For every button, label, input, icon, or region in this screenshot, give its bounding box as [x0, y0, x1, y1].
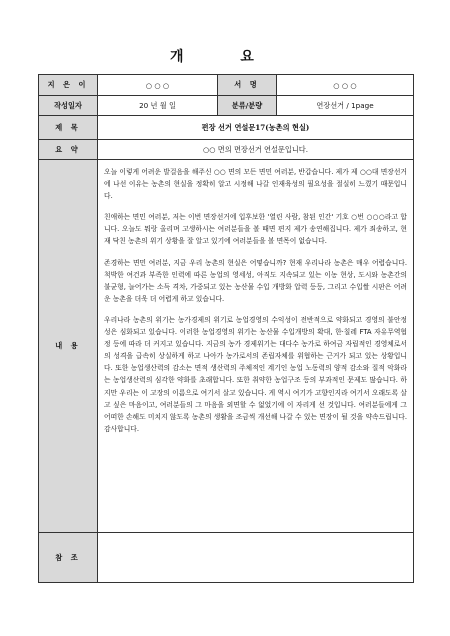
date-label: 작성일자	[39, 96, 98, 116]
author-label: 지 은 이	[39, 75, 98, 96]
content-label: 내 용	[39, 160, 98, 533]
summary-row	[39, 140, 414, 160]
subject-row	[39, 116, 414, 140]
summary-form-table	[38, 74, 414, 583]
author-row	[39, 75, 414, 96]
summary-label: 요 약	[39, 140, 98, 160]
reference-label: 참 조	[39, 533, 98, 583]
content-row	[39, 160, 414, 533]
category-label: 분류/분량	[218, 96, 277, 116]
reference-row	[39, 533, 414, 583]
content-paragraph: 오늘 이렇게 어려운 발걸음을 해주신 ○○ 면의 모든 면민 여러분, 반갑습니다. 제가 제 ○○대 면장선거에 나선 이유는 농촌의 현실을 정확히 알고 시정해 나갈 인재육성의 필요성을 절실히 느꼈기 때문입니다.	[104, 168, 407, 201]
reference-value	[98, 533, 414, 583]
date-row	[39, 96, 414, 116]
content-paragraph: 친애하는 면민 여러분, 저는 이번 면장선거에 입후보한 '열린 사람, 참된 인간' 기호 ○번 ○○○라고 합니다. 오늘도 뭐랑 올리며 고생하시는 여러분들을 볼 때면 편지 제가 송연해집니다. 제가 죄송하고, 현재 닥친 농촌의 위기 상황을 잘 알고 있기에 여러분들을 볼 면목이 없습니다.	[104, 213, 407, 246]
content-paragraph: 우리나라 농촌의 위기는 농가경제의 위기로 농업경영의 수익성이 전반적으로 약화되고 경영의 불안정성은 심화되고 있습니다. 이러한 농업경영의 위기는 농산물 수입개방의 확대, 한·칠레 FTA 자유무역협정 등에 따라 더 커지고 있습니다. 지금의 농가 경제위기는 대다수 농가로 하여금 자립적인 경영체로서의 성격을 급속히 상실하게 하고 나아가 농가로서의 존립자체를 위협하는 근거가 되고 있는 상황입니다. 또한 농업생산력의 감소는 면적 생산력의 주체적인 계기인 농업 노동력의 양적 감소와 질적 악화라는 농업생산력의 심각한 약화를 초래합니다. 또한 취약한 농업구조 등의 부과적인 문제도 많습니다. 하지만 우리는 이 고장의 이름으로 여기서 살고 있습니다. 게 역시 여기가 고향인지라 여기서 오래도록 살고 싶은 마음이고, 여러분들의 그 마음을 외면할 수 없었기에 이 자리게 선 것입니다. 여러분들에게 그 어떠한 손해도 미치지 않도록 농촌의 생활을 조금씩 개선해 나갈 수 있는 면장이 될 것을 약속드립니다. 감사합니다.	[104, 315, 407, 433]
subject-value: 편장 선거 연설문17(농촌의 현실)	[98, 116, 414, 140]
content-paragraph: 존경하는 면민 여러분, 지금 우리 농촌의 현실은 어떻습니까? 현재 우리나라 농촌은 매우 어렵습니다. 척박한 여건과 부족한 인력에 따른 농업의 영세성, 아직도 지속되고 있는 이농 현상, 도시와 농촌간의 불균형, 늘어가는 소득 격차, 가중되고 있는 농산물 수입 개방화 압력 등등, 그리고 수입쌀 시판은 어려운 농촌을 더욱 더 어렵게 하고 있습니다.	[104, 258, 407, 303]
document-title: 개 요	[170, 49, 280, 65]
signature-label: 서 명	[218, 75, 277, 96]
author-value: ○ ○ ○	[98, 75, 218, 96]
content-body	[98, 160, 414, 533]
subject-label: 제 목	[39, 116, 98, 140]
signature-value: ○ ○ ○	[277, 75, 414, 96]
summary-value: ○○ 면의 면장선거 연설문입니다.	[98, 140, 414, 160]
category-value: 연장선거 / 1page	[277, 96, 414, 116]
date-value: 20 년 월 일	[98, 96, 218, 116]
